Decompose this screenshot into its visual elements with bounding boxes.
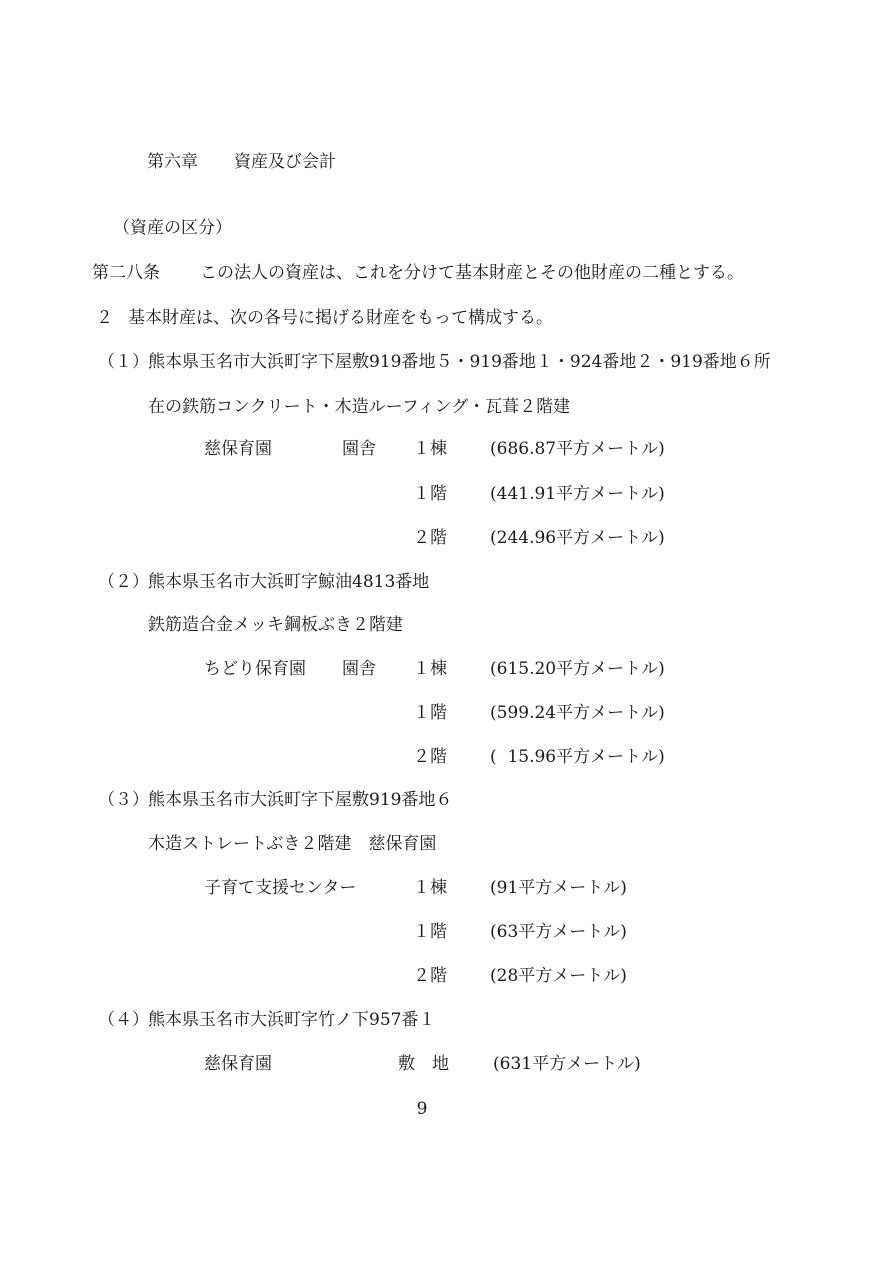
item-1-kind: 園舎 — [342, 439, 376, 459]
item-2-kind: 園舎 — [342, 659, 376, 679]
item-2-row-1-unit: １棟 — [413, 659, 447, 679]
item-1-row-2-unit: １階 — [413, 484, 447, 504]
item-2-row-2-unit: １階 — [413, 703, 447, 723]
item-3-structure: 木造ストレートぶき２階建 慈保育園 — [148, 834, 437, 854]
item-1-row-1-area: (686.87平方メートル) — [490, 439, 665, 459]
item-2-structure: 鉄筋造合金メッキ鋼板ぶき２階建 — [148, 615, 403, 635]
item-1-row-2-area: (441.91平方メートル) — [490, 484, 665, 504]
article-text: この法人の資産は、これを分けて基本財産とその他財産の二種とする。 — [200, 263, 744, 283]
item-1-location: 熊本県玉名市大浜町字下屋敷919番地５・919番地１・924番地２・919番地６所 — [148, 352, 771, 372]
item-3-row-2-unit: １階 — [413, 922, 447, 942]
item-4-facility: 慈保育園 — [204, 1054, 272, 1074]
item-4-kind: 敷 地 — [398, 1054, 449, 1074]
item-3-row-1-unit: １棟 — [413, 878, 447, 898]
item-2-label: （２） — [98, 572, 149, 592]
item-3-location: 熊本県玉名市大浜町字下屋敷919番地６ — [148, 790, 453, 810]
item-4-location: 熊本県玉名市大浜町字竹ノ下957番１ — [148, 1010, 436, 1030]
item-3-row-2-area: (63平方メートル) — [490, 922, 627, 942]
chapter-title: 資産及び会計 — [234, 152, 336, 172]
item-1-label: （１） — [98, 352, 149, 372]
item-3-facility: 子育て支援センター — [204, 878, 357, 898]
item-1-facility: 慈保育園 — [204, 439, 272, 459]
item-3-label: （３） — [98, 790, 149, 810]
paragraph-text: 基本財産は、次の各号に掲げる財産をもって構成する。 — [128, 308, 553, 328]
item-4-area: (631平方メートル) — [493, 1054, 641, 1074]
item-2-row-2-area: (599.24平方メートル) — [490, 703, 665, 723]
page-number: 9 — [416, 1099, 428, 1119]
item-1-location-cont: 在の鉄筋コンクリート・木造ルーフィング・瓦葺２階建 — [148, 397, 571, 417]
item-2-row-1-area: (615.20平方メートル) — [490, 659, 665, 679]
item-3-row-3-unit: ２階 — [413, 966, 447, 986]
item-2-facility: ちどり保育園 — [204, 659, 306, 679]
item-2-row-3-area: ( 15.96平方メートル) — [490, 747, 665, 767]
item-1-row-3-area: (244.96平方メートル) — [490, 528, 665, 548]
item-3-row-3-area: (28平方メートル) — [490, 966, 627, 986]
item-1-row-1-unit: １棟 — [413, 439, 447, 459]
item-3-row-1-area: (91平方メートル) — [490, 878, 627, 898]
item-2-row-3-unit: ２階 — [413, 747, 447, 767]
section-heading: （資産の区分） — [113, 218, 232, 238]
chapter-number: 第六章 — [147, 152, 198, 172]
item-4-label: （４） — [98, 1010, 149, 1030]
item-2-location: 熊本県玉名市大浜町字鯨油4813番地 — [148, 572, 430, 592]
paragraph-number: ２ — [96, 308, 113, 328]
article-number: 第二八条 — [92, 263, 160, 283]
item-1-row-3-unit: ２階 — [413, 528, 447, 548]
